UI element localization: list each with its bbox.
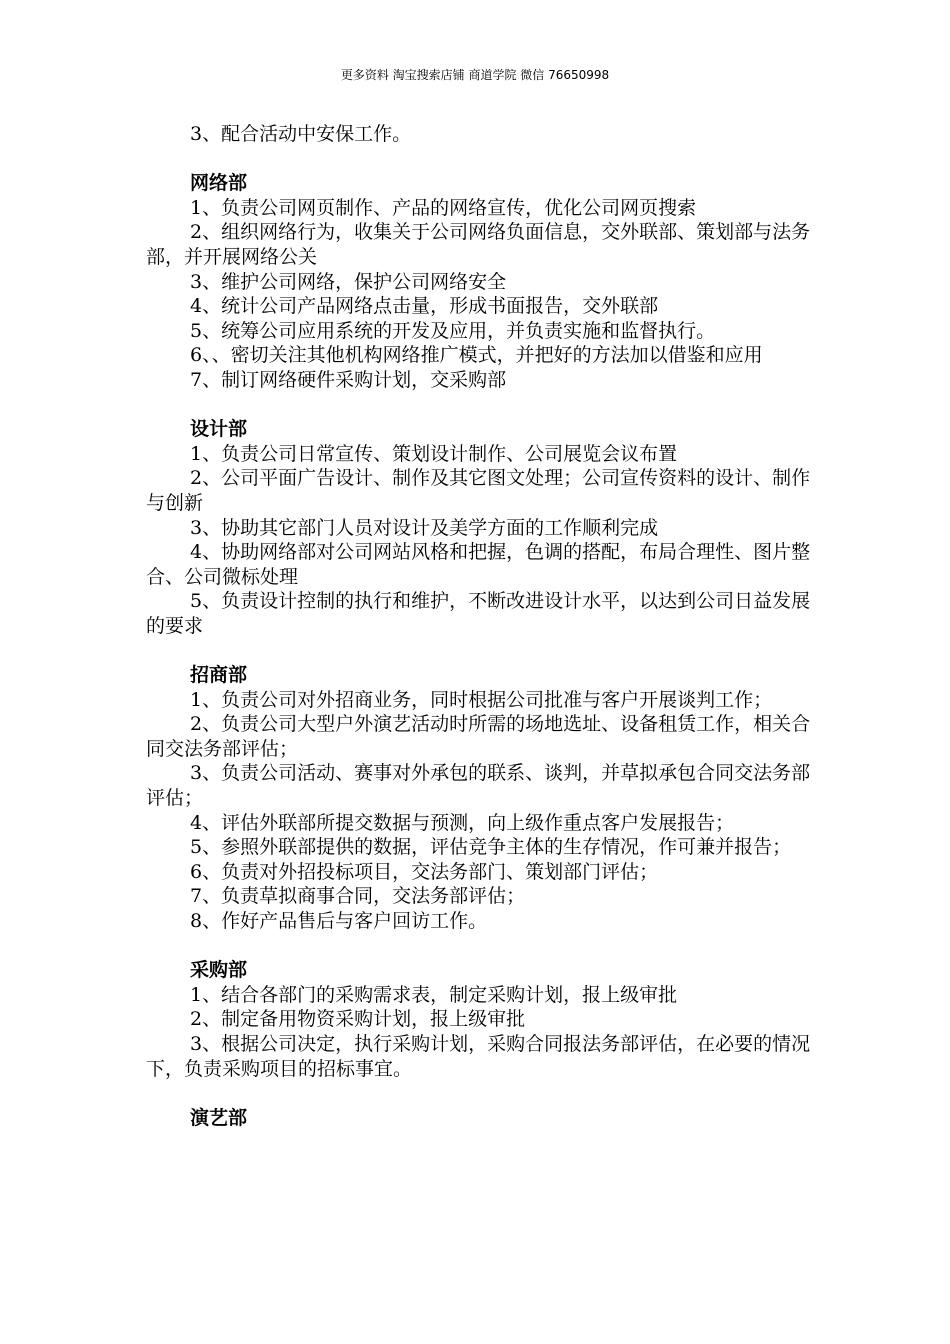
page-header: 更多资料 淘宝搜索店铺 商道学院 微信 76650998 <box>340 68 610 82</box>
paragraph: 6、负责对外招投标项目，交法务部门、策划部门评估； <box>190 860 659 883</box>
paragraph: 3、协助其它部门人员对设计及美学方面的工作顺利完成 <box>190 516 659 539</box>
paragraph: 3、维护公司网络，保护公司网络安全 <box>190 270 507 293</box>
section-title: 设计部 <box>190 418 248 441</box>
paragraph: 4、评估外联部所提交数据与预测，向上级作重点客户发展报告； <box>190 811 735 834</box>
section-title: 招商部 <box>190 664 248 687</box>
paragraph: 5、参照外联部提供的数据，评估竞争主体的生存情况，作可兼并报告； <box>190 836 792 859</box>
paragraph: 4、协助网络部对公司网站风格和把握，色调的搭配，布局合理性、图片整合、公司微标处理 <box>146 541 811 588</box>
section-design <box>146 417 822 638</box>
paragraph: 8、作好产品售后与客户回访工作。 <box>190 910 488 932</box>
paragraph: 1、负责公司日常宣传、策划设计制作、公司展览会议布置 <box>190 442 678 465</box>
section-performance <box>146 1106 822 1131</box>
paragraph: 3、负责公司活动、赛事对外承包的联系、谈判，并草拟承包合同交法务部评估； <box>146 762 811 810</box>
section-network <box>146 171 822 392</box>
paragraph: 2、公司平面广告设计、制作及其它图文处理；公司宣传资料的设计、制作与创新 <box>146 467 811 514</box>
paragraph: 5、负责设计控制的执行和维护，不断改进设计水平，以达到公司日益发展的要求 <box>146 590 811 637</box>
paragraph: 1、负责公司对外招商业务，同时根据公司批准与客户开展谈判工作； <box>190 688 773 711</box>
paragraph: 2、负责公司大型户外演艺活动时所需的场地选址、设备租赁工作，相关合同交法务部评估； <box>146 713 811 760</box>
paragraph: 4、统计公司产品网络点击量，形成书面报告，交外联部 <box>190 295 659 318</box>
paragraph: 6、、密切关注其他机构网络推广模式，并把好的方法加以借鉴和应用 <box>190 344 763 367</box>
paragraph: 7、制订网络硬件采购计划，交采购部 <box>190 368 507 391</box>
section-purchasing <box>146 958 822 1081</box>
document-body <box>146 122 822 1130</box>
section-title: 演艺部 <box>190 1106 248 1129</box>
section-investment <box>146 663 822 934</box>
paragraph: 2、组织网络行为，收集关于公司网络负面信息，交外联部、策划部与法务部，并开展网络公关 <box>146 221 811 268</box>
paragraph: 1、负责公司网页制作、产品的网络宣传，优化公司网页搜索 <box>190 196 697 219</box>
paragraph: 1、结合各部门的采购需求表，制定采购计划，报上级审批 <box>190 983 678 1006</box>
section-title: 网络部 <box>190 172 248 195</box>
paragraph: 3、配合活动中安保工作。 <box>190 123 412 145</box>
paragraph: 2、制定备用物资采购计划，报上级审批 <box>190 1008 526 1031</box>
section-title: 采购部 <box>190 959 248 982</box>
paragraph: 7、负责草拟商事合同，交法务部评估； <box>190 885 526 908</box>
paragraph: 3、根据公司决定，执行采购计划，采购合同报法务部评估，在必要的情况下，负责采购项目的招标事宜。 <box>146 1032 811 1080</box>
paragraph: 5、统筹公司应用系统的开发及应用，并负责实施和监督执行。 <box>190 319 716 342</box>
